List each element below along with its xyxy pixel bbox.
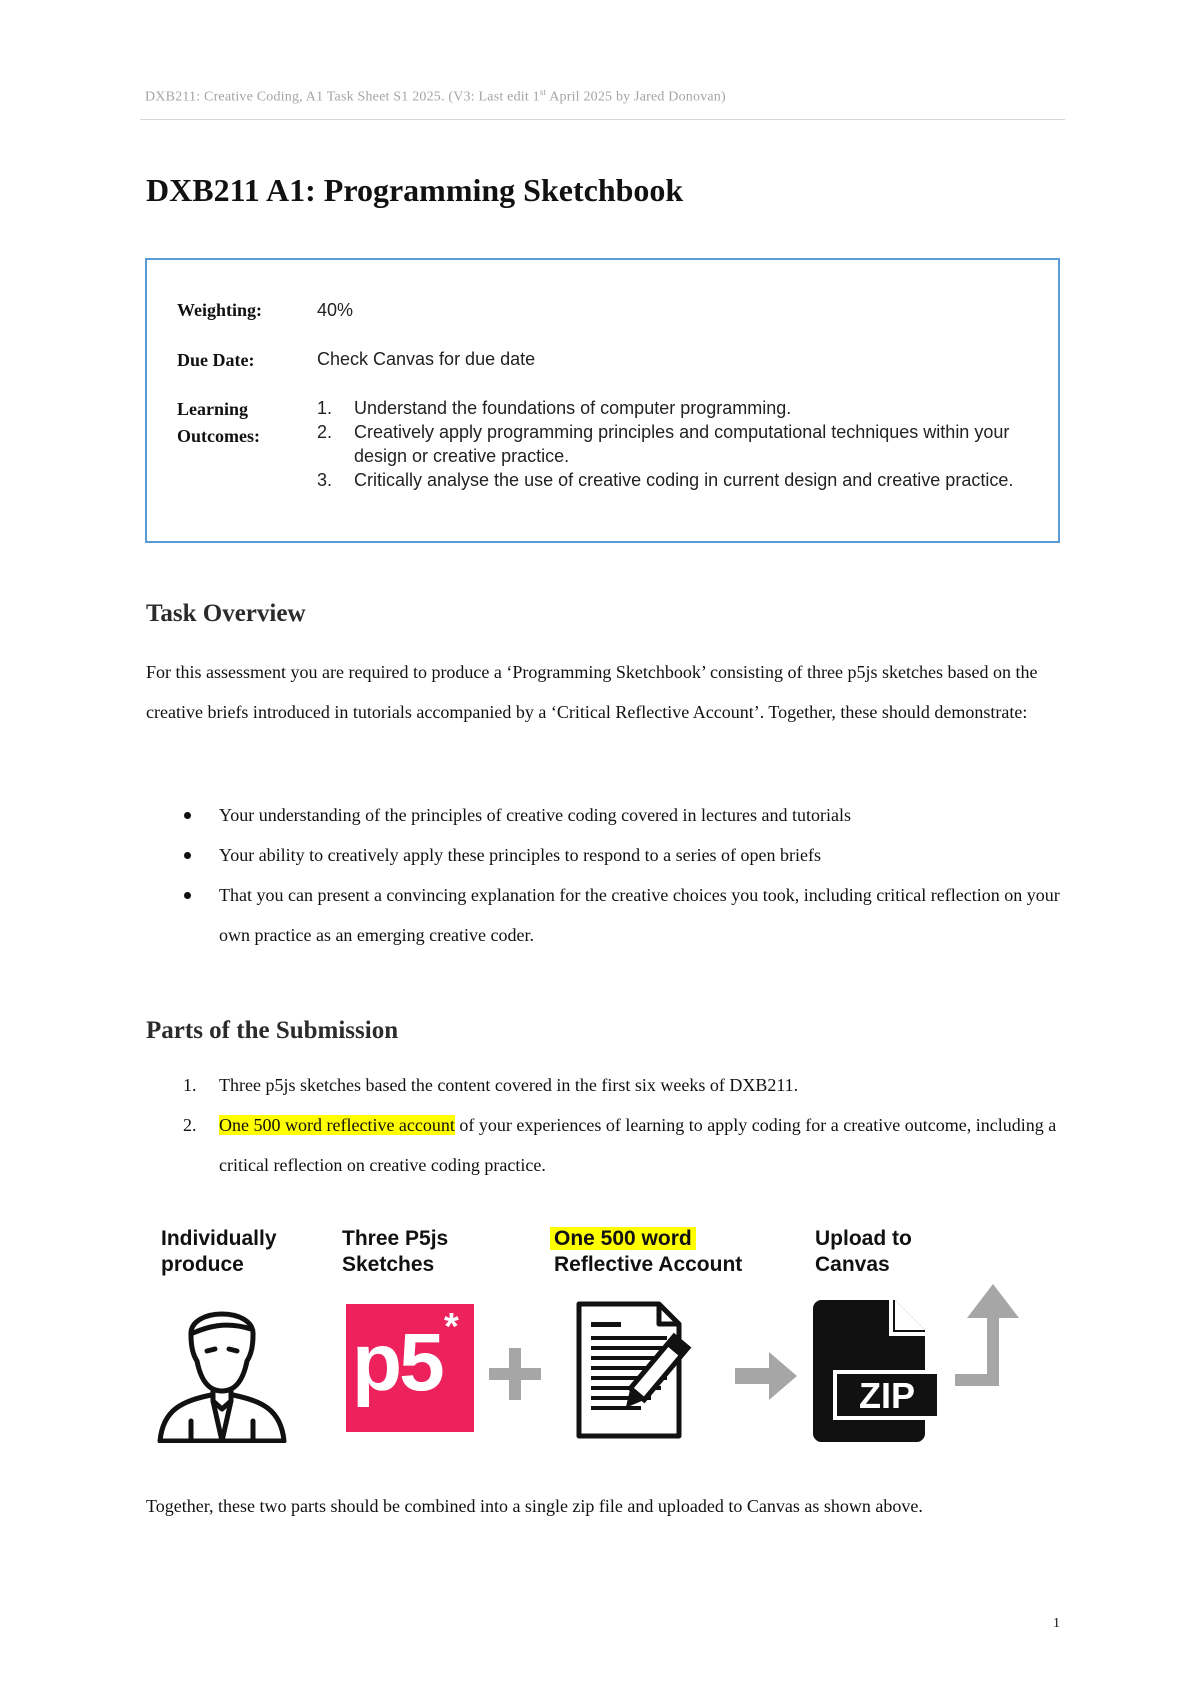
bullet-dot bbox=[184, 812, 191, 819]
outcome-item bbox=[317, 420, 1017, 468]
weighting-label: Weighting: bbox=[177, 300, 263, 320]
three-p5js-sketches-label bbox=[342, 1226, 448, 1278]
header-superscript: st bbox=[539, 87, 547, 97]
weighting-value: 40% bbox=[317, 300, 354, 320]
diagram-label-line: Upload to bbox=[815, 1227, 912, 1250]
part-number: 2. bbox=[183, 1115, 197, 1135]
bullet-text: Your understanding of the principles of creative coding covered in lectures and tutorials bbox=[219, 805, 851, 825]
outcome-number: 3. bbox=[317, 470, 333, 490]
document-pencil-icon bbox=[573, 1298, 713, 1444]
outcome-text: Creatively apply programming principles and computational techniques within your design or creative practice. bbox=[354, 422, 1010, 466]
page-number: 1 bbox=[1053, 1616, 1060, 1631]
outcome-item bbox=[317, 396, 1017, 420]
task-overview-heading: Task Overview bbox=[146, 600, 306, 627]
bullet-text: Your ability to creatively apply these principles to respond to a series of open briefs bbox=[219, 845, 822, 865]
document-title: DXB211 A1: Programming Sketchbook bbox=[146, 172, 684, 208]
outcomes-label-line2: Outcomes: bbox=[177, 426, 260, 446]
upload-arrow-icon bbox=[953, 1282, 1025, 1392]
upload-to-canvas-label bbox=[815, 1226, 912, 1278]
zip-label: ZIP bbox=[858, 1375, 916, 1416]
diagram-label-line: produce bbox=[161, 1253, 244, 1276]
submission-part-item bbox=[146, 1105, 1066, 1185]
bullet-item bbox=[146, 835, 1066, 875]
diagram-label-highlight: One 500 word bbox=[550, 1227, 696, 1250]
assessment-info-box bbox=[145, 258, 1060, 543]
outcome-text: Understand the foundations of computer programming. bbox=[354, 398, 792, 418]
diagram-label-line: Canvas bbox=[815, 1253, 890, 1276]
person-icon bbox=[155, 1295, 289, 1443]
reflective-account-label bbox=[554, 1226, 742, 1278]
running-header bbox=[145, 87, 726, 106]
parts-of-submission-heading: Parts of the Submission bbox=[146, 1017, 399, 1044]
diagram-label-line: Individually bbox=[161, 1227, 277, 1250]
arrow-right-icon bbox=[733, 1350, 799, 1402]
outcome-item bbox=[317, 468, 1017, 492]
due-date-label: Due Date: bbox=[177, 350, 255, 370]
bullet-dot bbox=[184, 852, 191, 859]
highlighted-text: One 500 word reflective account bbox=[219, 1115, 455, 1135]
header-divider bbox=[140, 119, 1065, 120]
demonstrate-bullet-list bbox=[146, 795, 1066, 955]
p5-logo-asterisk: * bbox=[444, 1306, 459, 1348]
zip-file-icon bbox=[813, 1300, 953, 1442]
diagram-label-line: Sketches bbox=[342, 1253, 435, 1276]
plus-icon bbox=[487, 1346, 543, 1402]
header-text-pre: DXB211: Creative Coding, A1 Task Sheet S1 2025. (V3: Last edit 1 bbox=[145, 89, 540, 105]
due-date-value: Check Canvas for due date bbox=[317, 349, 536, 369]
bullet-dot bbox=[184, 892, 191, 899]
outcome-number: 1. bbox=[317, 398, 333, 418]
individually-produce-label bbox=[161, 1226, 277, 1278]
p5-logo bbox=[346, 1304, 474, 1432]
outcomes-label-line1: Learning bbox=[177, 399, 249, 419]
outcome-text: Critically analyse the use of creative coding in current design and creative practice. bbox=[354, 470, 1014, 490]
p5-logo-text: p5 bbox=[352, 1317, 442, 1408]
closing-paragraph: Together, these two parts should be combined into a single zip file and uploaded to Canvas as shown above. bbox=[146, 1496, 923, 1516]
task-overview-paragraph: For this assessment you are required to produce a ‘Programming Sketchbook’ consisting of three p5js sketches based on the creative briefs introduced in tutorials accompanied by a ‘Critical Reflective Account’. Together, these should demonstrate: bbox=[146, 662, 1038, 722]
submission-parts-list bbox=[146, 1065, 1066, 1185]
part-text: Three p5js sketches based the content covered in the first six weeks of DXB211. bbox=[219, 1075, 799, 1095]
diagram-label-line: Three P5js bbox=[342, 1227, 449, 1250]
learning-outcomes-list bbox=[317, 396, 1017, 492]
submission-process-diagram bbox=[155, 1220, 1035, 1450]
part-number: 1. bbox=[183, 1075, 197, 1095]
header-text-post: April 2025 by Jared Donovan) bbox=[546, 89, 726, 105]
part-text: of your experiences of learning to apply coding for a creative outcome, including a critical reflection on creative coding practice. bbox=[219, 1115, 1057, 1175]
bullet-item bbox=[146, 875, 1066, 955]
bullet-item bbox=[146, 795, 1066, 835]
outcome-number: 2. bbox=[317, 422, 333, 442]
submission-part-item bbox=[146, 1065, 1066, 1105]
diagram-label-line: Reflective Account bbox=[554, 1253, 743, 1276]
learning-outcomes-label bbox=[177, 396, 260, 450]
bullet-text: That you can present a convincing explanation for the creative choices you took, including critical reflection on your own practice as an emerging creative coder. bbox=[219, 885, 1060, 945]
